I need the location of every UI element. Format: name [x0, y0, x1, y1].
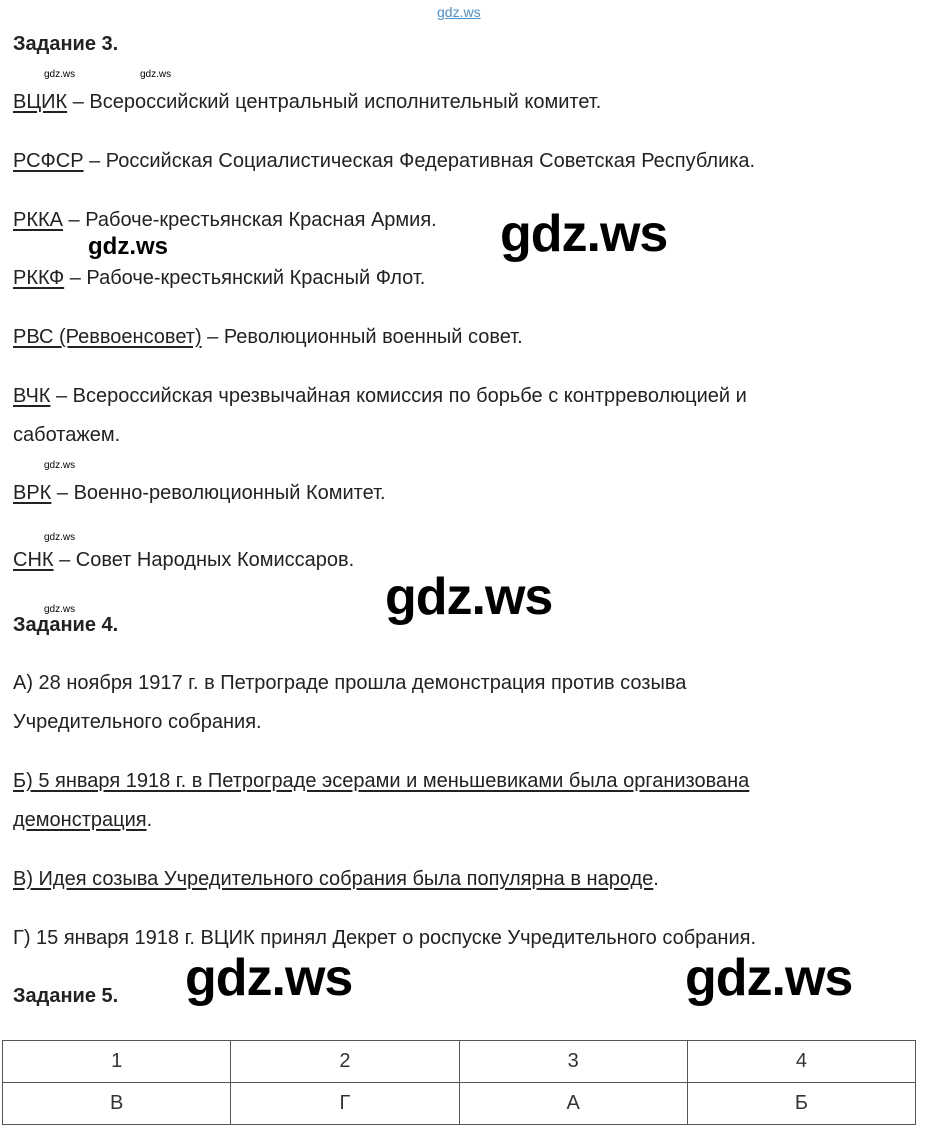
watermark-large: gdz.ws: [185, 949, 353, 1007]
definition-item: [13, 149, 755, 173]
table-cell: В: [3, 1083, 231, 1125]
table-cell: 4: [687, 1041, 915, 1083]
table-cell: А: [459, 1083, 687, 1125]
task5-heading: Задание 5.: [13, 985, 119, 1007]
answer-table: [2, 1040, 916, 1125]
watermark-small: gdz.ws: [44, 460, 76, 471]
watermark-large: gdz.ws: [685, 949, 853, 1007]
answer-g: Г) 15 января 1918 г. ВЦИК принял Декрет о роспуске Учредительного собрания.: [13, 927, 757, 949]
abbreviation: РСФСР: [13, 150, 84, 172]
definition-item: [13, 208, 437, 232]
definition-text: – Революционный военный совет.: [201, 326, 523, 348]
answer-b-text: демонстрация: [13, 809, 147, 831]
table-header-row: [3, 1041, 916, 1083]
abbreviation: ВЧК: [13, 385, 51, 407]
definition-text: – Российская Социалистическая Федеративная Советская Республика.: [83, 150, 756, 172]
answer-v-period: .: [653, 868, 659, 890]
definition-text: – Всероссийская чрезвычайная комиссия по борьбе с контрреволюцией и: [50, 385, 747, 407]
table-cell: 2: [231, 1041, 459, 1083]
answer-b-line2: [13, 808, 152, 832]
definition-text: – Рабоче-крестьянский Красный Флот.: [64, 267, 426, 289]
abbreviation: ВЦИК: [13, 91, 68, 113]
definition-text: – Совет Народных Комиссаров.: [53, 549, 355, 571]
task4-heading: Задание 4.: [13, 614, 119, 636]
definition-continuation: саботажем.: [13, 424, 121, 446]
abbreviation: РВС (Реввоенсовет): [13, 326, 202, 348]
definition-text: – Всероссийский центральный исполнительный комитет.: [67, 91, 602, 113]
answer-b-line1: Б) 5 января 1918 г. в Петрограде эсерами и меньшевиками была организована: [13, 770, 750, 792]
table-cell: 1: [3, 1041, 231, 1083]
definition-text: – Рабоче-крестьянская Красная Армия.: [62, 209, 437, 231]
abbreviation: СНК: [13, 549, 54, 571]
answer-v: [13, 867, 659, 891]
abbreviation: ВРК: [13, 482, 52, 504]
abbreviation: РККА: [13, 209, 63, 231]
definition-item: [13, 548, 354, 572]
definition-item: [13, 481, 386, 505]
answer-a-line1: А) 28 ноября 1917 г. в Петрограде прошла демонстрация против созыва: [13, 672, 687, 694]
definition-item: [13, 266, 425, 290]
watermark-small: gdz.ws: [44, 69, 76, 80]
answer-v-text: В) Идея созыва Учредительного собрания была популярна в народе: [13, 868, 654, 890]
table-cell: Г: [231, 1083, 459, 1125]
definition-text: – Военно-революционный Комитет.: [51, 482, 386, 504]
watermark-top[interactable]: gdz.ws: [437, 4, 481, 20]
watermark-medium: gdz.ws: [88, 233, 169, 260]
watermark-small: gdz.ws: [140, 69, 172, 80]
watermark-large: gdz.ws: [385, 568, 553, 626]
table-cell: 3: [459, 1041, 687, 1083]
watermark-small: gdz.ws: [44, 604, 76, 615]
definition-item: [13, 90, 601, 114]
table-cell: Б: [687, 1083, 915, 1125]
table-answer-row: [3, 1083, 916, 1125]
watermark-large: gdz.ws: [500, 205, 668, 263]
definition-item: [13, 384, 747, 408]
definition-item: [13, 325, 523, 349]
task3-heading: Задание 3.: [13, 33, 119, 55]
abbreviation: РККФ: [13, 267, 65, 289]
answer-a-line2: Учредительного собрания.: [13, 711, 262, 733]
watermark-small: gdz.ws: [44, 532, 76, 543]
answer-b-period: .: [146, 809, 153, 831]
